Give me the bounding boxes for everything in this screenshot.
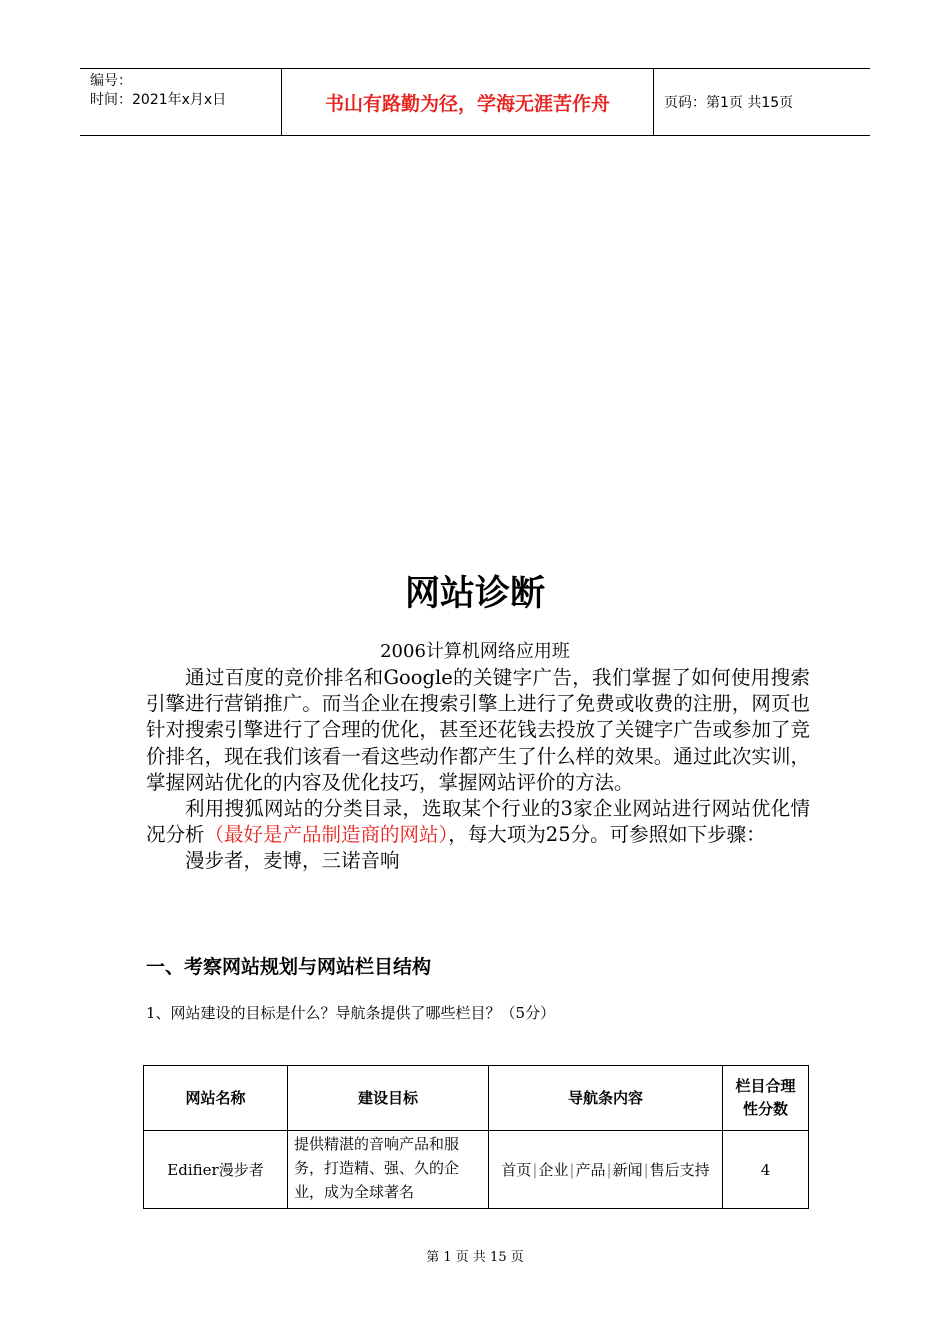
nav-item: 新闻 [612, 1160, 643, 1179]
task-text-a: 利用搜狐网站的分类目录，选取某个行业的3家企业网站进行网站优化情况分析 [146, 797, 810, 847]
document-body [146, 665, 810, 875]
table-row [144, 1131, 809, 1209]
site-analysis-table [143, 1065, 809, 1209]
document-subtitle: 2006计算机网络应用班 [380, 641, 570, 662]
header-page-info: 页码：第1页 共15页 [664, 95, 794, 111]
section-heading: 一、考察网站规划与网站栏目结构 [146, 956, 432, 978]
cell-site-name: Edifier漫步者 [144, 1131, 288, 1209]
header-score: 栏目合理性分数 [723, 1066, 809, 1131]
document-header [80, 68, 870, 136]
paragraph-intro: 通过百度的竞价排名和Google的关键字广告，我们掌握了如何使用搜索引擎进行营销推广。而当企业在搜索引擎上进行了免费或收费的注册，网页也针对搜索引擎进行了合理的优化，甚至还花钱去投放了关键字广告或参加了竞价排名，现在我们该看一看这些动作都产生了什么样的效果。通过此次实训，掌握网站优化的内容及优化技巧，掌握网站评价的方法。 [146, 666, 810, 794]
nav-item: 售后支持 [649, 1160, 710, 1179]
header-meta [80, 69, 282, 135]
header-site-name: 网站名称 [144, 1066, 288, 1131]
header-nav: 导航条内容 [489, 1066, 723, 1131]
cell-score: 4 [723, 1131, 809, 1209]
paragraph-sites: 漫步者，麦博，三诺音响 [185, 849, 400, 873]
serial-label: 编号： [90, 73, 132, 89]
nav-item: 首页 [501, 1160, 532, 1179]
header-goal: 建设目标 [288, 1066, 489, 1131]
table-header-row [144, 1066, 809, 1131]
page-footer: 第 1 页 共 15 页 [426, 1250, 524, 1265]
question-text: 1、网站建设的目标是什么？导航条提供了哪些栏目？（5分） [146, 1004, 556, 1022]
header-motto: 书山有路勤为径，学海无涯苦作舟 [282, 69, 654, 135]
paragraph-task [146, 796, 810, 848]
cell-goal-text: 提供精湛的音响产品和服务，打造精、强、久的企业，成为全球著名 [294, 1135, 460, 1201]
time-label: 时间：2021年x月x日 [90, 92, 227, 108]
task-text-highlight: （最好是产品制造商的网站） [204, 823, 449, 847]
document-title: 网站诊断 [404, 574, 545, 614]
task-text-b: ，每大项为25分。可参照如下步骤： [448, 823, 766, 847]
cell-nav: 首页|企业|产品|新闻|售后支持 [489, 1131, 723, 1209]
cell-goal [288, 1131, 489, 1209]
nav-item: 产品 [575, 1160, 606, 1179]
nav-item: 企业 [538, 1160, 569, 1179]
